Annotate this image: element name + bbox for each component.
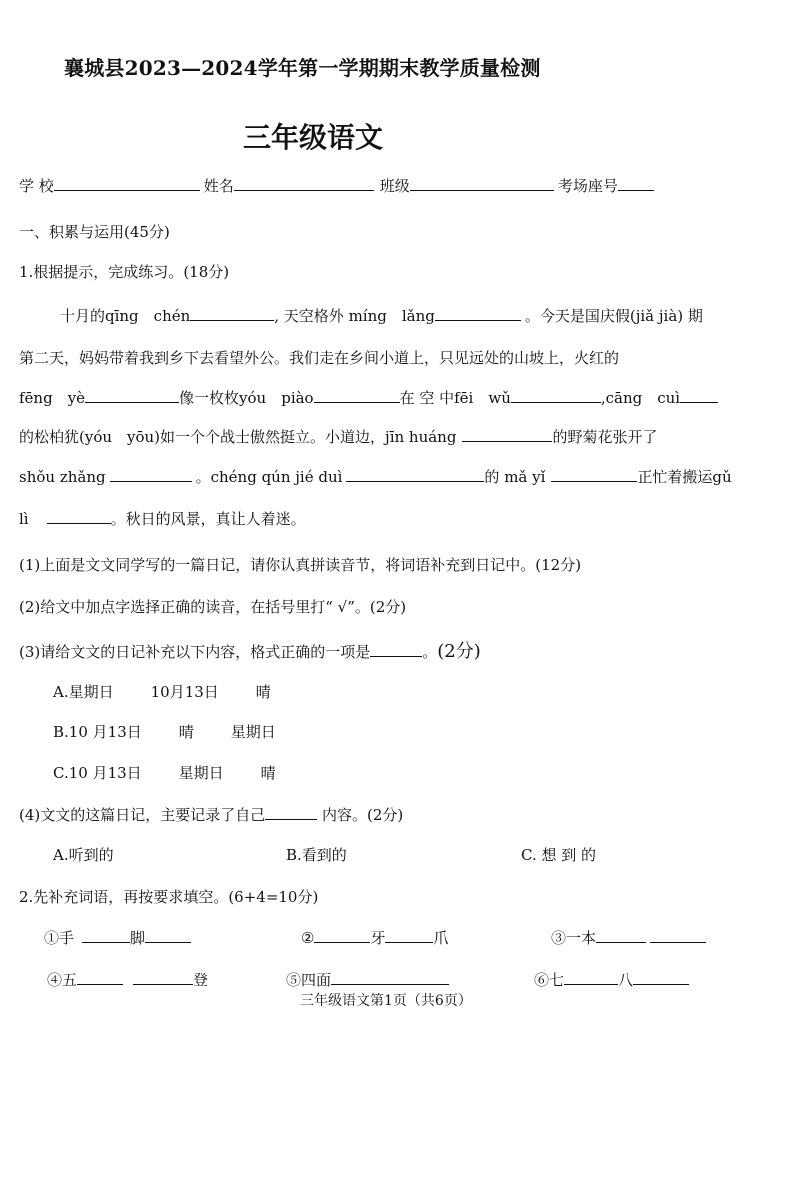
idiom-text: ⑤四面 bbox=[286, 971, 332, 989]
option-text: 星期日 bbox=[230, 723, 276, 741]
idiom-text: ③一本 bbox=[551, 929, 597, 947]
class-blank[interactable] bbox=[410, 175, 554, 191]
idiom-item-6 bbox=[534, 969, 689, 990]
diary-text: ,cāng cuì bbox=[600, 389, 681, 407]
option-text: 星期日 bbox=[178, 764, 224, 782]
idiom-text: 爪 bbox=[433, 929, 449, 947]
option-text: B.10 月13日 bbox=[53, 723, 142, 741]
diary-text: 的松柏犹(yóu yōu)如一个个战士傲然挺立。小道边，jīn huáng bbox=[19, 428, 457, 446]
answer-blank[interactable] bbox=[680, 387, 718, 403]
option-text: 晴 bbox=[178, 723, 194, 741]
option-c[interactable] bbox=[53, 762, 276, 783]
option-text: 晴 bbox=[255, 683, 271, 701]
sub-question-text: 。 bbox=[422, 643, 438, 661]
answer-blank[interactable] bbox=[133, 969, 193, 985]
answer-blank[interactable] bbox=[314, 387, 400, 403]
exam-title: 襄城县2023—2024学年第一学期期末教学质量检测 bbox=[64, 56, 541, 80]
diary-text: 在 空 中fēi wǔ bbox=[399, 389, 511, 407]
sub-question-4 bbox=[19, 804, 403, 825]
sub-question-2: (2)给文中加点字选择正确的读音，在括号里打“ √”。(2分) bbox=[19, 598, 407, 616]
name-blank[interactable] bbox=[234, 175, 374, 191]
idiom-text: 脚 bbox=[130, 929, 146, 947]
diary-line-4 bbox=[19, 426, 657, 447]
option-text: 10月13日 bbox=[150, 683, 219, 701]
sub-question-1: (1)上面是文文同学写的一篇日记，请你认真拼读音节，将词语补充到日记中。(12分) bbox=[19, 556, 582, 574]
name-label: 姓名 bbox=[203, 177, 234, 195]
diary-text: 十月的qīng chén bbox=[60, 307, 191, 325]
seat-blank[interactable] bbox=[618, 175, 654, 191]
answer-blank[interactable] bbox=[370, 641, 422, 657]
answer-blank[interactable] bbox=[511, 387, 601, 403]
option-text: A.星期日 bbox=[53, 683, 114, 701]
idiom-text: 牙 bbox=[370, 929, 386, 947]
answer-blank[interactable] bbox=[77, 969, 123, 985]
sub-question-text: (4)文文的这篇日记，主要记录了自己 bbox=[19, 806, 266, 824]
diary-text: 的野菊花张开了 bbox=[552, 428, 658, 446]
diary-line-5 bbox=[19, 466, 732, 487]
diary-line-1 bbox=[60, 305, 703, 326]
idiom-text: 登 bbox=[193, 971, 209, 989]
option-b[interactable] bbox=[53, 721, 276, 742]
diary-text: 。今天是国庆假(jiǎ jià) 期 bbox=[524, 307, 703, 325]
diary-text: 。chéng qún jié duì bbox=[195, 468, 343, 486]
diary-text: 像一枚枚yóu piào bbox=[179, 389, 314, 407]
answer-blank[interactable] bbox=[110, 466, 192, 482]
answer-blank[interactable] bbox=[462, 426, 552, 442]
sub-question-text: (3)请给文文的日记补充以下内容，格式正确的一项是 bbox=[19, 643, 371, 661]
option-c[interactable]: C. 想 到 的 bbox=[521, 846, 597, 864]
diary-line-2: 第二天，妈妈带着我到乡下去看望外公。我们走在乡间小道上，只见远处的山坡上，火红的 bbox=[19, 349, 620, 367]
option-a[interactable] bbox=[53, 681, 271, 702]
answer-blank[interactable] bbox=[650, 927, 706, 943]
score-label: (2分) bbox=[437, 641, 481, 662]
answer-blank[interactable] bbox=[564, 969, 618, 985]
section-title: 一、积累与运用(45分) bbox=[19, 223, 170, 241]
diary-text: 的 mǎ yǐ bbox=[484, 468, 546, 486]
student-info-line bbox=[19, 175, 654, 196]
answer-blank[interactable] bbox=[633, 969, 689, 985]
question-1-title: 1.根据提示，完成练习。(18分) bbox=[19, 263, 230, 281]
idiom-text: 八 bbox=[618, 971, 634, 989]
diary-text: 。秋日的风景，真让人着迷。 bbox=[110, 510, 306, 528]
diary-text: , 天空格外 míng lǎng bbox=[274, 307, 435, 325]
answer-blank[interactable] bbox=[551, 466, 637, 482]
idiom-item-4 bbox=[47, 969, 208, 990]
option-b[interactable]: B.看到的 bbox=[286, 846, 347, 864]
answer-blank[interactable] bbox=[265, 804, 317, 820]
subject-title: 三年级语文 bbox=[243, 121, 384, 154]
answer-blank[interactable] bbox=[346, 466, 484, 482]
page-footer: 三年级语文第1页（共6页） bbox=[300, 993, 472, 1009]
idiom-text: ④五 bbox=[47, 971, 78, 989]
answer-blank[interactable] bbox=[435, 305, 521, 321]
answer-blank[interactable] bbox=[85, 387, 179, 403]
sub-question-3 bbox=[19, 637, 481, 663]
answer-blank[interactable] bbox=[82, 927, 130, 943]
idiom-text: ② bbox=[301, 929, 315, 947]
idiom-item-3 bbox=[551, 927, 706, 948]
class-label: 班级 bbox=[379, 177, 410, 195]
diary-line-3 bbox=[19, 387, 718, 408]
answer-blank[interactable] bbox=[314, 927, 370, 943]
seat-label: 考场座号 bbox=[557, 177, 618, 195]
school-label: 学 校 bbox=[19, 177, 54, 195]
answer-blank[interactable] bbox=[47, 508, 111, 524]
idiom-item-1 bbox=[44, 927, 191, 948]
diary-text: lì bbox=[19, 510, 29, 528]
answer-blank[interactable] bbox=[190, 305, 274, 321]
idiom-text: ①手 bbox=[44, 929, 75, 947]
answer-blank[interactable] bbox=[331, 969, 449, 985]
answer-blank[interactable] bbox=[385, 927, 433, 943]
school-blank[interactable] bbox=[54, 175, 200, 191]
diary-line-6 bbox=[19, 508, 306, 529]
diary-text: fēng yè bbox=[19, 389, 86, 407]
option-text: 晴 bbox=[260, 764, 276, 782]
option-a[interactable]: A.听到的 bbox=[53, 846, 114, 864]
diary-text: 正忙着搬运gǔ bbox=[637, 468, 732, 486]
question-2-title: 2.先补充词语，再按要求填空。(6+4=10分) bbox=[19, 888, 319, 906]
answer-blank[interactable] bbox=[596, 927, 646, 943]
sub-question-text: 内容。(2分) bbox=[317, 806, 404, 824]
diary-text: shǒu zhǎng bbox=[19, 468, 106, 486]
idiom-item-2 bbox=[301, 927, 448, 948]
idiom-text: ⑥七 bbox=[534, 971, 565, 989]
answer-blank[interactable] bbox=[145, 927, 191, 943]
idiom-item-5 bbox=[286, 969, 449, 990]
option-text: C.10 月13日 bbox=[53, 764, 142, 782]
